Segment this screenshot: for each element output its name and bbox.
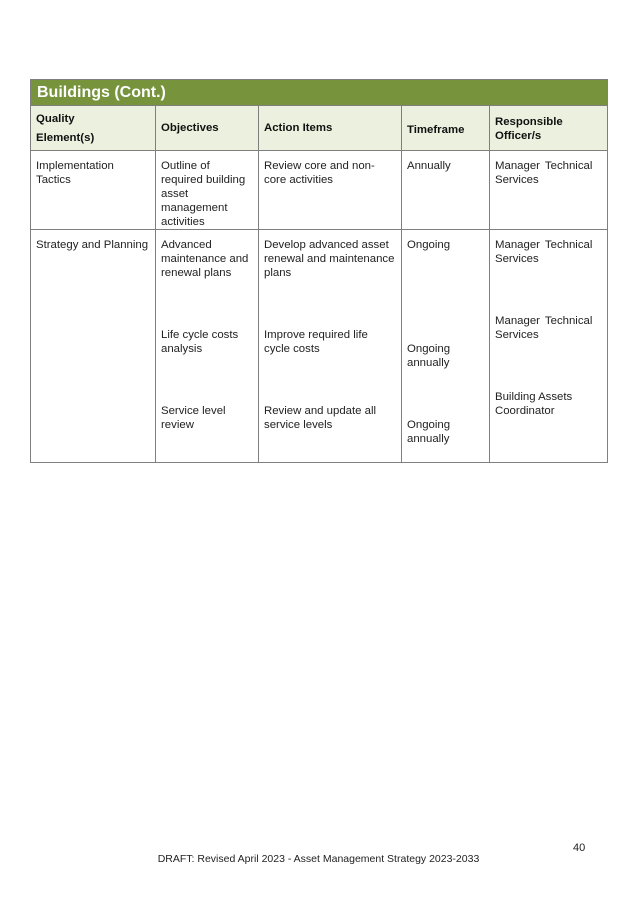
header-objectives: Objectives	[156, 106, 259, 151]
timeframe-item: Ongoing	[407, 239, 451, 251]
cell-officers-group	[490, 230, 608, 463]
cell-actions-group	[259, 230, 402, 463]
objective-item: Life cycle costs analysis	[161, 329, 239, 355]
objective-item: Advanced maintenance and renewal plans	[161, 239, 249, 279]
buildings-action-table	[30, 79, 608, 463]
officer-item: Manager Technical Services	[495, 239, 593, 265]
header-responsible-officers	[490, 106, 608, 151]
action-item: Develop advanced asset renewal and maintenance plans	[264, 239, 395, 279]
objective-item: Service level review	[161, 405, 226, 431]
cell-timeframe: Annually	[402, 151, 490, 230]
table-header-row	[31, 106, 608, 151]
cell-objectives-group	[156, 230, 259, 463]
table-title-row	[31, 80, 608, 106]
timeframe-item: Ongoing annually	[407, 419, 451, 445]
officer-item: Building Assets Coordinator	[495, 391, 573, 417]
page-number: 40	[573, 842, 586, 854]
header-quality-line1: Quality	[36, 113, 75, 125]
buildings-table-container	[30, 79, 607, 463]
table-title: Buildings (Cont.)	[31, 80, 608, 106]
cell-action: Review core and non-core activities	[259, 151, 402, 230]
cell-timeframes-group	[402, 230, 490, 463]
cell-quality: Implementation Tactics	[31, 151, 156, 230]
table-row	[31, 151, 608, 230]
footer-text: DRAFT: Revised April 2023 - Asset Management Strategy 2023-2033	[157, 853, 480, 865]
header-timeframe: Timeframe	[402, 106, 490, 151]
header-action-items: Action Items	[259, 106, 402, 151]
header-quality-element	[31, 106, 156, 151]
action-item: Review and update all service levels	[264, 405, 377, 431]
cell-quality: Strategy and Planning	[31, 230, 156, 463]
action-item: Improve required life cycle costs	[264, 329, 368, 355]
header-responsible-label: Responsible Officer/s	[495, 115, 563, 142]
table-row	[31, 230, 608, 463]
cell-officer: Manager Technical Services	[490, 151, 608, 230]
header-quality-line2: Element(s)	[36, 132, 95, 144]
officer-item: Manager Technical Services	[495, 315, 593, 341]
timeframe-item: Ongoing annually	[407, 343, 451, 369]
cell-objective: Outline of required building asset management activities	[156, 151, 259, 230]
